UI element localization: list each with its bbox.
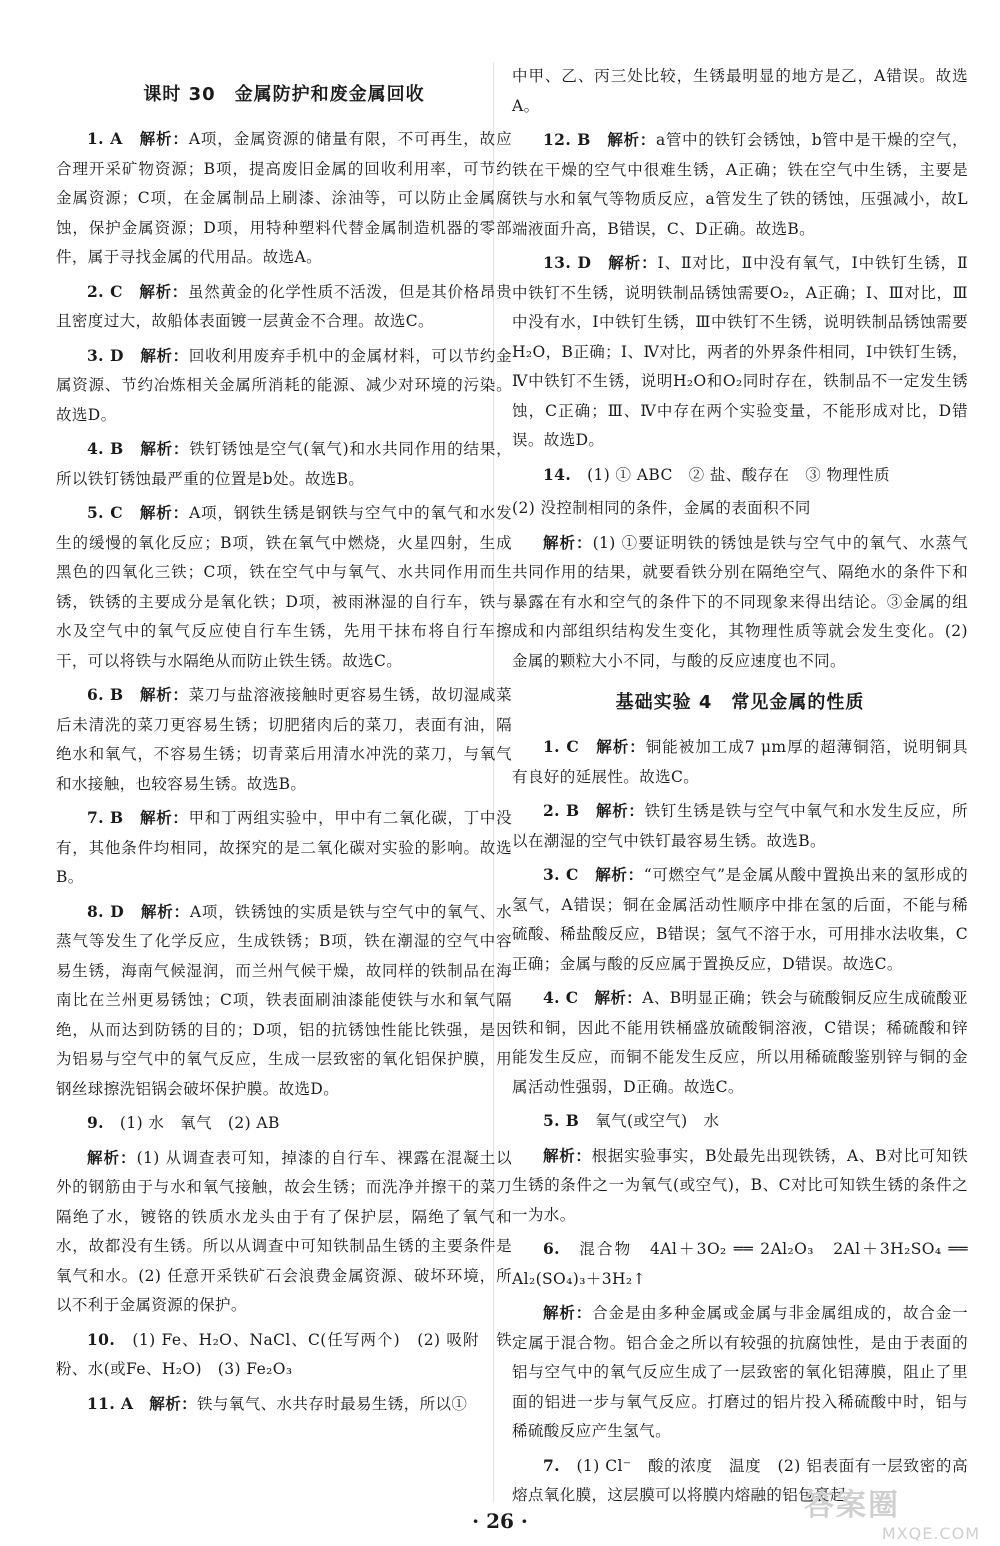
- answer-item: [512, 1298, 968, 1447]
- left-answer-list: [56, 124, 512, 1419]
- answer-number: 11. A: [87, 1393, 134, 1413]
- continued-text: 中甲、乙、丙三处比较，生锈最明显的地方是乙，A错误。故选A。: [512, 67, 968, 115]
- analysis-text: A项，铁锈蚀的实质是铁与空气中的氧气、水蒸气等发生了化学反应，生成铁锈；B项，铁在潮湿的空气中容易生锈，海南气候湿润，而兰州气候干燥，故同样的铁制品在海南比在兰州更易锈蚀；C项，铁表面刷油漆能使铁与水和氧气隔绝，从而达到防锈的目的；D项，铝的抗锈蚀性能比铁强，是因为铝易与空气中的氧气反应，生成一层致密的氧化铝保护膜，用钢丝球擦洗铝锅会破坏保护膜。故选D。: [56, 902, 512, 1098]
- answer-text: 氧气(或空气) 水: [595, 1112, 720, 1130]
- analysis-text: a管中的铁钉会锈蚀，b管中是干燥的空气，铁在干燥的空气中很难生锈，A正确；铁在空气中生锈，主要是铁与水和氧气等物质反应，a管发生了铁的锈蚀，压强减小，故L端液面升高，B错误，C、D正确。故选B。: [512, 131, 969, 238]
- answer-number: 4. B: [87, 439, 124, 458]
- analysis-text: 铁钉生锈是铁与空气中氧气和水发生反应，所以在潮湿的空气中铁钉最容易生锈。故选B。: [512, 802, 968, 850]
- answer-item: [56, 680, 512, 799]
- answer-number: 2. C: [87, 281, 123, 301]
- answer-number: 7. B: [87, 808, 124, 827]
- answer-item: [56, 277, 512, 337]
- answer-item: [56, 341, 512, 431]
- analysis-label: 解析：: [139, 281, 189, 301]
- analysis-label: 解析：: [140, 901, 190, 921]
- answer-item: [512, 1234, 968, 1294]
- answer-item: [56, 124, 512, 273]
- answer-item: [56, 1143, 512, 1321]
- answer-item: [56, 1108, 512, 1139]
- answer-item: [512, 796, 968, 856]
- analysis-label: 解析：: [140, 808, 189, 827]
- analysis-label: 解析：: [543, 532, 593, 552]
- answer-item: [56, 1389, 512, 1420]
- answer-item: [512, 983, 968, 1102]
- answer-item: [512, 732, 968, 792]
- analysis-label: 解析：: [594, 988, 643, 1007]
- analysis-label: 解析：: [140, 439, 190, 458]
- answer-number: 1. A: [87, 129, 123, 148]
- answer-number: 4. C: [543, 988, 579, 1007]
- answer-item: [512, 860, 968, 979]
- watermark-logo: 答案圈 MXQE.COM: [804, 1488, 980, 1543]
- answer-item: [56, 803, 512, 893]
- analysis-label: 解析：: [596, 737, 646, 756]
- answer-item: [56, 434, 512, 494]
- analysis-label: 解析：: [607, 130, 656, 149]
- answer-text: 混合物 4Al＋3O₂ ══ 2Al₂O₃ 2Al＋3H₂SO₄ ══ Al₂(SO₄)₃＋3H₂↑: [512, 1240, 968, 1288]
- analysis-text: 回收利用废弃手机中的金属材料，可以节约金属资源、节约冶炼相关金属所消耗的能源、减少对环境的污染。故选D。: [56, 346, 512, 424]
- answer-item: [56, 897, 512, 1105]
- analysis-label: 解析：: [87, 1147, 137, 1167]
- analysis-label: 解析：: [608, 253, 658, 272]
- analysis-text: 铁钉锈蚀是空气(氧气)和水共同作用的结果，所以铁钉锈蚀最严重的位置是b处。故选B。: [56, 440, 513, 488]
- answer-number: 13. D: [543, 253, 592, 272]
- answer-number: 14.: [543, 464, 572, 484]
- analysis-label: 解析：: [149, 1393, 197, 1413]
- answer-item: [512, 248, 968, 456]
- analysis-text: 甲和丁两组实验中，甲中有二氧化碳，丁中没有，其他条件均相同，故探究的是二氧化碳对实验的影响。故选B。: [56, 809, 512, 886]
- analysis-label: 解析：: [139, 129, 189, 148]
- answer-text: (1) Cl⁻ 酸的浓度 温度 (2) 铝表面有一层致密的高熔点氧化膜，这层膜可以将膜内熔融的铝包裹起: [512, 1456, 968, 1504]
- answer-number: 2. B: [543, 801, 580, 820]
- answer-number: 3. D: [87, 345, 124, 365]
- answer-text: (1) 水 氧气 (2) AB: [119, 1114, 280, 1132]
- answer-number: 3. C: [543, 865, 579, 884]
- analysis-label: 解析：: [596, 801, 645, 820]
- analysis-text: A、B明显正确；铁会与硫酸铜反应生成硫酸亚铁和铜，因此不能用铁桶盛放硫酸铜溶液，C错误；稀硫酸和锌能发生反应，而铜不能发生反应，所以用稀硫酸鉴别锌与铜的金属活动性强弱，D正确。故选C。: [512, 989, 968, 1096]
- answer-item: [512, 1106, 968, 1137]
- analysis-text: (1) ①要证明铁的锈蚀是铁与空气中的氧气、水蒸气共同作用的结果，就要看铁分别在隔绝空气、隔绝水的条件下和暴露在有水和空气的条件下的不同现象来得出结论。③金属的组成和内部组织结构发生变化，其物理性质等就会发生变化。(2) 金属的颗粒大小不同，与酸的反应速度也不同。: [512, 533, 969, 670]
- answer-number: 12. B: [543, 130, 591, 149]
- answer-item: [512, 460, 968, 491]
- analysis-label: 解析：: [140, 685, 189, 704]
- analysis-text: 铁与氧气、水共存时最易生锈，所以①: [197, 1394, 468, 1413]
- analysis-text: A项，钢铁生锈是钢铁与空气中的氧气和水发生的缓慢的氧化反应；B项，铁在氧气中燃烧，火星四射，生成黑色的四氧化三铁；C项，铁在空气中与氧气、水共同作用而生锈，铁锈的主要成分是氧化铁；D项，被雨淋湿的自行车，铁与水及空气中的氧气反应使自行车生锈，先用干抹布将自行车擦干，可以将铁与水隔绝从而防止铁生锈。故选C。: [56, 504, 513, 670]
- answer-number: 8. D: [87, 901, 125, 921]
- answer-number: 5. B: [543, 1111, 580, 1130]
- answer-number: 6. B: [87, 685, 124, 704]
- answer-number: 7.: [543, 1455, 560, 1475]
- analysis-text: “可燃空气”是金属从酸中置换出来的氢形成的氢气，A错误；铜在金属活动性顺序中排在氢的后面，不能与稀硫酸、稀盐酸反应，B错误；氢气不溶于水，可用排水法收集，C正确；金属与酸的反应属于置换反应，D错误。故选C。: [512, 866, 969, 973]
- analysis-text: 铜能被加工成7 μm厚的超薄铜箔，说明铜具有良好的延展性。故选C。: [512, 738, 969, 786]
- analysis-label: 解析：: [595, 865, 644, 884]
- answer-item: [512, 1141, 968, 1231]
- answer-number: 6.: [543, 1239, 560, 1258]
- answer-number: 1. C: [543, 737, 580, 756]
- analysis-label: 解析：: [140, 345, 189, 365]
- left-column: [56, 68, 512, 1423]
- answer-text: (1) Fe、H₂O、NaCl、C(任写两个) (2) 吸附 铁粉、水(或Fe、H₂O) (3) Fe₂O₃: [56, 1330, 512, 1378]
- analysis-text: 根据实验事实，B处最先出现铁锈，A、B对比可知铁生锈的条件之一为氧气(或空气)，B、C对比可知铁生锈的条件之一为水。: [512, 1146, 969, 1224]
- experiment-answer-list: [512, 732, 968, 1511]
- answer-text: (1) ① ABC ② 盐、酸存在 ③ 物理性质: [587, 465, 891, 484]
- answer-item: [512, 494, 968, 524]
- analysis-text: 菜刀与盐溶液接触时更容易生锈，故切湿咸菜后未清洗的菜刀更容易生锈；切肥猪肉后的菜刀，表面有油，隔绝水和氧气，不容易生锈；切青菜后用清水冲洗的菜刀，与氧气和水接触，也较容易生锈。故选B。: [56, 686, 512, 793]
- section-title-lesson-30: 课时 30 金属防护和废金属回收: [143, 84, 425, 105]
- answer-number: 5. C: [87, 503, 124, 522]
- answer-item: [512, 528, 968, 677]
- answer-item: [512, 125, 968, 244]
- page-number: · 26 ·: [472, 1509, 528, 1533]
- right-answer-list: [512, 125, 968, 676]
- section-title-experiment-4: 基础实验 4 常见金属的性质: [615, 692, 865, 713]
- analysis-text: A项，金属资源的储量有限，不可再生，故应合理开采矿物资源；B项，提高废旧金属的回收利用率，可节约金属资源；C项，在金属制品上刷漆、涂油等，可以防止金属腐蚀，保护金属资源；D项，用特种塑料代替金属制造机器的零部件，属于寻找金属的代用品。故选A。: [56, 130, 512, 266]
- analysis-label: 解析：: [139, 503, 190, 522]
- answer-text: (2) 没控制相同的条件，金属的表面积不同: [512, 499, 811, 517]
- answer-item: [56, 1325, 512, 1385]
- analysis-text: 合金是由多种金属或金属与非金属组成的，故合金一定属于混合物。铝合金之所以有较强的抗腐蚀性，是由于表面的铝与空气中的氧气反应生成了一层致密的氧化铝薄膜，阻止了里面的铝进一步与氧气反应。打磨过的铝片投入稀硫酸中时，铝与稀硫酸反应产生氢气。: [512, 1304, 968, 1440]
- analysis-label: 解析：: [543, 1145, 592, 1165]
- analysis-text: 虽然黄金的化学性质不活泼，但是其价格昂贵且密度过大，故船体表面镀一层黄金不合理。故选C。: [56, 282, 513, 330]
- right-column: [512, 62, 968, 1515]
- answer-item: [56, 498, 512, 676]
- answer-number: 10.: [87, 1329, 116, 1349]
- answer-number: 9.: [87, 1113, 104, 1132]
- analysis-label: 解析：: [543, 1303, 593, 1322]
- analysis-text: Ⅰ、Ⅱ对比，Ⅱ中没有氧气，Ⅰ中铁钉生锈，Ⅱ中铁钉不生锈，说明铁制品锈蚀需要O₂，A正确；Ⅰ、Ⅲ对比，Ⅲ中没有水，Ⅰ中铁钉生锈，Ⅲ中铁钉不生锈，说明铁制品锈蚀需要H₂O，B正确；Ⅰ、Ⅳ对比，两者的外界条件相同，Ⅰ中铁钉生锈，Ⅳ中铁钉不生锈，说明H₂O和O₂同时存在，铁制品不一定发生锈蚀，C正确；Ⅲ、Ⅳ中存在两个实验变量，不能形成对比，D错误。故选D。: [512, 254, 969, 449]
- analysis-text: (1) 从调查表可知，掉漆的自行车、裸露在混凝土以外的钢筋由于与水和氧气接触，故会生锈；而洗净并擦干的菜刀隔绝了水，镀铬的铁质水龙头由于有了保护层，隔绝了氧气和水，故都没有生锈。所以从调查中可知铁制品生锈的主要条件是氧气和水。(2) 任意开采铁矿石会浪费金属资源、破坏环境，所以不利于金属资源的保护。: [56, 1148, 513, 1314]
